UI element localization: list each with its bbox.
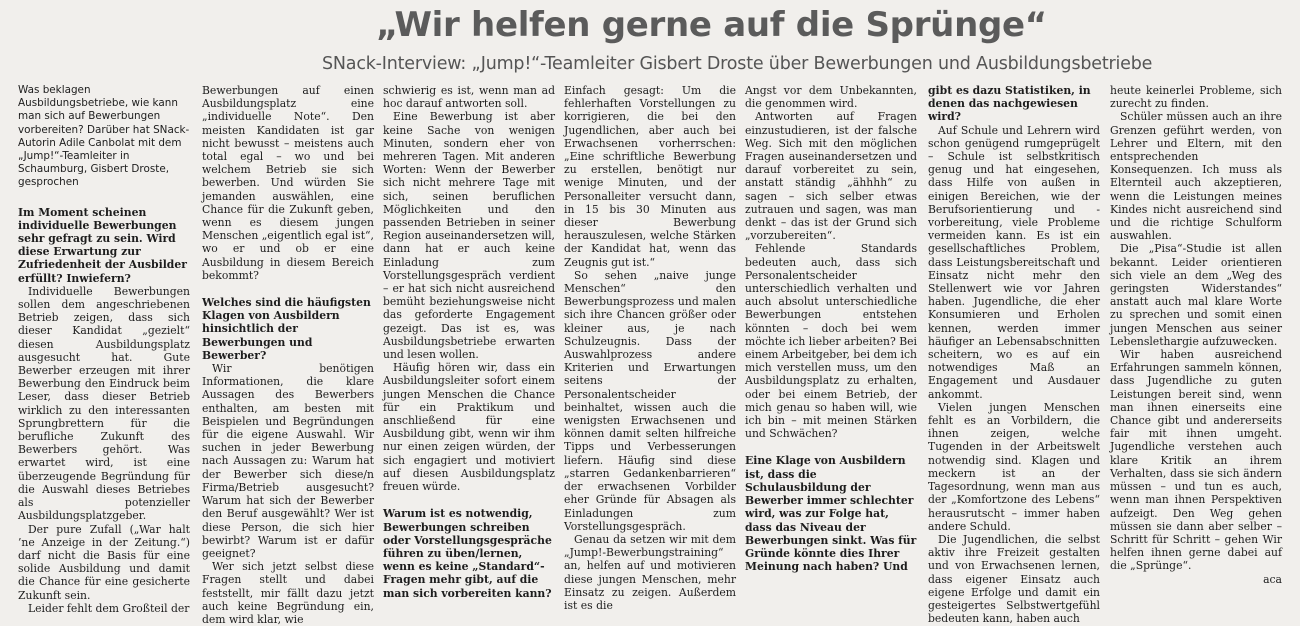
paragraph: heute keinerlei Probleme, sich zurecht zu finden. (1110, 84, 1282, 111)
paragraph: Häufig hören wir, dass ein Ausbildungsleiter sofort einem jungen Menschen die Chance für ein Praktikum und anschließend für eine Ausbildung gibt, wenn wir ihm nur einen zeigen würden, der sich engagiert und motiviert auf diesen Ausbildungsplatz freuen würde. (383, 361, 555, 494)
paragraph: Wer sich jetzt selbst diese Fragen stellt und dabei feststellt, mir fällt dazu jetzt auch keine Begründung ein, dem wird klar, wie (202, 560, 374, 626)
interview-question: Welches sind die häufigsten Klagen von Ausbildern hinsichtlich der Bewerbungen und Bewerber? (202, 296, 371, 362)
text-column-5 (745, 84, 918, 574)
interview-question: Im Moment scheinen individuelle Bewerbungen sehr gefragt zu sein. Wird diese Erwartung zur Zufriedenheit der Ausbilder erfüllt? Inwiefern? (18, 205, 187, 285)
paragraph: Genau da setzen wir mit dem „Jump!-Bewerbungstraining“ an, helfen auf und motivieren diese jungen Menschen, mehr Einsatz zu zeigen. Außerdem ist es die (564, 532, 736, 612)
text-column-3 (383, 84, 555, 600)
paragraph: So sehen „naive junge Menschen“ den Bewerbungsprozess und malen sich ihre Chancen größer oder kleiner aus, je nach Schulzeugnis. Dass der Auswahlprozess andere Kriterien und Erwartungen seitens der Personalentscheider beinhaltet, wissen auch die wenigsten Erwachsenen und können damit selten hilfreiche Tipps und Verbesserungen liefern. Häufig sind diese „starren Gedankenbarrieren“ der erwachsenen Vorbilder eher Gründe für Absagen als Einladungen zum Vorstellungsgespräch. (564, 268, 736, 533)
text-column-1 (18, 84, 190, 615)
interview-question: Eine Klage von Ausbildern ist, dass die Schulausbildung der Bewerber immer schlechter wird, was zur Folge hat, dass das Niveau der Bewerbungen sinkt. Was für Gründe könnte dies Ihrer Meinung nach haben? Und (745, 454, 917, 574)
paragraph: Die „Pisa“-Studie ist allen bekannt. Leider orientieren sich viele an dem „Weg des geringsten Widerstandes“ anstatt auch mal klare Worte zu sprechen und somit einen jungen Menschen aus seiner Lebenslethargie aufzuwecken. (1110, 242, 1282, 348)
paragraph: Individuelle Bewerbungen sollen dem angeschriebenen Betrieb zeigen, dass sich dieser Kandidat „gezielt“ diesen Ausbildungsplatz ausgesucht hat. Gute Bewerber erzeugen mit ihrer Bewerbung den Eindruck beim Leser, dass dieser Betrieb wirklich zu den interessanten Sprungbrettern für die berufliche Zukunft des Bewerbers gehört. Was erwartet wird, ist eine überzeugende Begründung für die Auswahl dieses Betriebes als potenzieller Ausbildungsplatzgeber. (18, 284, 190, 523)
paragraph: Der pure Zufall („War halt ’ne Anzeige in der Zeitung.“) darf nicht die Basis für eine solide Ausbildung und damit die Chance für eine gesicherte Zukunft sein. (18, 522, 190, 602)
paragraph: Angst vor dem Unbekannten, die genommen wird. (745, 84, 917, 111)
interview-question: gibt es dazu Statistiken, in denen das nachgewiesen wird? (928, 84, 1091, 124)
text-column-6 (928, 84, 1100, 626)
paragraph: Antworten auf Fragen einzustudieren, ist der falsche Weg. Sich mit den möglichen Fragen auseinandersetzen und darauf vorbereitet zu sein, anstatt ständig „ähhhh“ zu sagen – sich selber etwas zutrauen und sagen, was man denkt – das ist der Grund sich „vorzubereiten“. (745, 110, 917, 243)
paragraph: Bewerbungen auf einen Ausbildungsplatz eine „individuelle Note“. Den meisten Kandidaten ist gar nicht bewusst – meistens auch total egal – wo und bei welchem Betrieb sie sich bewerben. Und würden Sie jemanden auswählen, eine Chance für die Zukunft geben, wenn es diesem jungen Menschen „eigentlich egal ist“, wo er und ob er eine Ausbildung in diesem Bereich bekommt? (202, 84, 374, 282)
paragraph: Wir benötigen Informationen, die klare Aussagen des Bewerbers enthalten, am besten mit Beispielen und Begründungen für die eigene Auswahl. Wir suchen in jeder Bewerbung nach Aussagen zu: Warum hat der Bewerber sich diese/n Firma/Betrieb ausgesucht? Warum hat sich der Bewerber den Beruf ausgewählt? Wer ist diese Person, die sich hier bewirbt? Warum ist er dafür geeignet? (202, 362, 374, 560)
paragraph: Wir haben ausreichend Erfahrungen sammeln können, dass Jugendliche zu guten Leistungen bereit sind, wenn man ihnen einerseits eine Chance gibt und andererseits fair mit ihnen umgeht. Jugendliche verstehen auch klare Kritik an ihrem Verhalten, dass sie sich ändern müssen – und tun es auch, wenn man ihnen Perspektiven aufzeigt. Den Weg gehen müssen sie dann aber selber – Schritt für Schritt – gehen Wir helfen ihnen gerne dabei auf die „Sprünge“. (1110, 348, 1282, 573)
article-subheadline: SNack-Interview: „Jump!“-Teamleiter Gisbert Droste über Bewerbungen und Ausbildungsbetriebe (322, 54, 1153, 74)
paragraph: Schüler müssen auch an ihre Grenzen geführt werden, von Lehrer und Eltern, mit den entsprechenden Konsequenzen. Ich muss als Elternteil auch akzeptieren, wenn die Leistungen meines Kindes nicht ausreichend sind und die richtige Schulform auswahlen. (1110, 110, 1282, 243)
text-column-4 (564, 84, 736, 612)
paragraph: Die Jugendlichen, die selbst aktiv ihre Freizeit gestalten und von Erwachsenen lernen, dass eigener Einsatz auch eigene Erfolge und damit ein gesteigertes Selbstwertgefühl bedeuten kann, haben auch (928, 532, 1100, 626)
paragraph: schwierig es ist, wenn man ad hoc darauf antworten soll. (383, 84, 555, 111)
intro-text: Was beklagen Ausbildungsbetriebe, wie kann man sich auf Bewerbungen vorbereiten? Darüber hat SNack-Autorin Adile Canbolat mit dem „Jump!“-Teamleiter in Schaumburg, Gisbert Droste, gesprochen (18, 84, 190, 189)
interview-question: Warum ist es notwendig, Bewerbungen schreiben oder Vorstellungsgespräche führen zu üben/lernen, wenn es keine „Standard“-Fragen mehr gibt, auf die man sich vorbereiten kann? (383, 507, 552, 600)
text-column-7 (1110, 84, 1282, 586)
text-column-2 (202, 84, 374, 626)
paragraph: Einfach gesagt: Um die fehlerhaften Vorstellungen zu korrigieren, die bei den Jugendlichen, aber auch bei Erwachsenen vorherrschen: „Eine schriftliche Bewerbung zu erstellen, benötigt nur wenige Minuten, und der Personalleiter versucht dann, in 15 bis 30 Minuten aus dieser Bewerbung herauszulesen, welche Stärken der Kandidat hat, wenn das Zeugnis gut ist.“ (564, 84, 736, 269)
paragraph: Fehlende Standards bedeuten auch, dass sich Personalentscheider unterschiedlich verhalten und auch absolut unterschiedliche Bewerbungen entstehen könnten – doch bei wem möchte ich lieber arbeiten? Bei einem Arbeitgeber, bei dem ich mich verstellen muss, um den Ausbildungsplatz zu erhalten, oder bei einem Betrieb, der mich genau so haben will, wie ich bin – mit meinen Stärken und Schwächen? (745, 242, 918, 441)
article-headline: „Wir helfen gerne auf die Sprünge“ (376, 5, 1047, 45)
paragraph: Vielen jungen Menschen fehlt es an Vorbildern, die ihnen zeigen, welche Tugenden in der Arbeitswelt notwendig sind. Klagen und meckern ist an der Tagesordnung, wenn man aus der „Komfortzone des Lebens“ herausrutscht – immer haben andere Schuld. (928, 400, 1100, 533)
paragraph: Leider fehlt dem Großteil der (28, 601, 190, 615)
paragraph: Auf Schule und Lehrern wird schon genügend rumgeprügelt – Schule ist selbstkritisch genug und hat eingesehen, dass Hilfe von außen in einigen Bereichen, wie der Berufsorientierung und -vorbereitung, viele Probleme vermeiden kann. Es ist ein gesellschaftliches Problem, dass Leistungsbereitschaft und Einsatz nicht mehr den Stellenwert wie vor Jahren haben. Jugendliche, die eher Konsumieren und Erholen kennen, werden immer häufiger an Lebensabschnitten scheitern, wo es auf ein notwendiges Maß an Engagement und Ausdauer ankommt. (928, 123, 1100, 401)
author-signature: aca (1263, 572, 1282, 586)
paragraph: Eine Bewerbung ist aber keine Sache von wenigen Minuten, sondern eher von mehreren Tagen. Mit anderen Worten: Wenn der Bewerber sich nicht mehrere Tage mit sich, seinen beruflichen Möglichkeiten und den passenden Betrieben in seiner Region auseinandersetzen will, dann hat er auch keine Einladung zum Vorstellungsgespräch verdient – er hat sich nicht ausreichend bemüht beziehungsweise nicht das geforderte Engagement gezeigt. Das ist es, was Ausbildungsbetriebe erwarten und lesen wollen. (383, 110, 555, 362)
